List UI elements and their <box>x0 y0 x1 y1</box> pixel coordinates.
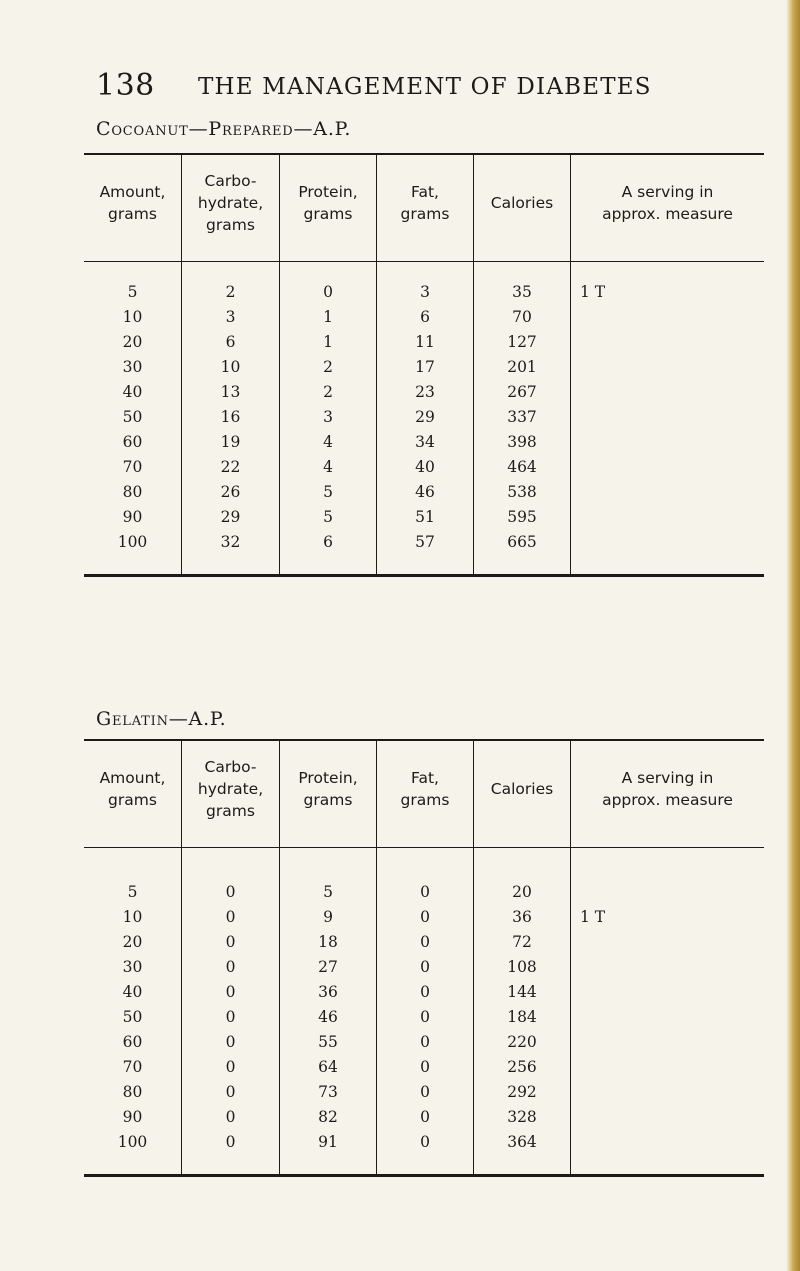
fat-cell: 40 <box>415 458 435 476</box>
column-header-calories: Calories <box>490 780 554 798</box>
table-row <box>84 355 764 380</box>
fat-cell: 23 <box>415 383 435 401</box>
carbohydrate-cell: 22 <box>220 458 241 476</box>
table-row <box>84 880 764 905</box>
amount-cell: 90 <box>122 1108 143 1126</box>
carbohydrate-cell: 10 <box>220 358 241 376</box>
calories-cell: 328 <box>507 1108 537 1126</box>
table-row <box>84 1080 764 1105</box>
amount-cell: 10 <box>122 308 143 326</box>
amount-cell: 100 <box>117 533 148 551</box>
table-row <box>84 1055 764 1080</box>
column-header-carbohydrate: Carbo- hydrate, grams <box>197 758 264 820</box>
fat-cell: 0 <box>420 1083 430 1101</box>
table-row <box>84 330 764 355</box>
amount-cell: 50 <box>122 408 143 426</box>
calories-cell: 36 <box>512 908 532 926</box>
carbohydrate-cell: 26 <box>220 483 241 501</box>
fat-cell: 11 <box>415 333 435 351</box>
column-header-calories: Calories <box>490 194 554 212</box>
table-row <box>84 530 764 555</box>
amount-cell: 60 <box>122 1033 143 1051</box>
carbohydrate-cell: 0 <box>225 1058 236 1076</box>
calories-cell: 292 <box>507 1083 537 1101</box>
column-header-serving: A serving in approx. measure <box>602 769 733 809</box>
table-row <box>84 1130 764 1155</box>
calories-cell: 464 <box>507 458 537 476</box>
fat-cell: 0 <box>420 933 430 951</box>
carbohydrate-cell: 0 <box>225 933 236 951</box>
protein-cell: 5 <box>323 508 333 526</box>
protein-cell: 73 <box>318 1083 338 1101</box>
fat-cell: 34 <box>415 433 435 451</box>
section-title-cocoanut: Cocoanut—Prepared—A.P. <box>96 118 352 140</box>
table-row <box>84 930 764 955</box>
protein-cell: 0 <box>323 283 333 301</box>
amount-cell: 30 <box>122 358 143 376</box>
calories-cell: 220 <box>507 1033 537 1051</box>
fat-cell: 0 <box>420 1033 430 1051</box>
amount-cell: 5 <box>127 883 138 901</box>
carbohydrate-cell: 29 <box>220 508 241 526</box>
column-header-amount: Amount, grams <box>99 183 166 223</box>
calories-cell: 201 <box>507 358 537 376</box>
calories-cell: 398 <box>507 433 537 451</box>
calories-cell: 127 <box>507 333 537 351</box>
table-row <box>84 955 764 980</box>
amount-cell: 20 <box>122 333 143 351</box>
column-header-protein: Protein, grams <box>298 183 358 223</box>
fat-cell: 0 <box>420 1133 430 1151</box>
serving-measure: 1 T <box>580 283 606 301</box>
calories-cell: 184 <box>507 1008 537 1026</box>
calories-cell: 364 <box>507 1133 537 1151</box>
table-gelatin <box>84 739 764 1177</box>
page-edge <box>786 0 800 1271</box>
fat-cell: 29 <box>415 408 435 426</box>
table-cocoanut <box>84 153 764 577</box>
protein-cell: 36 <box>318 983 338 1001</box>
protein-cell: 1 <box>323 333 333 351</box>
protein-cell: 46 <box>318 1008 338 1026</box>
fat-cell: 3 <box>420 283 430 301</box>
protein-cell: 1 <box>323 308 333 326</box>
protein-cell: 55 <box>318 1033 338 1051</box>
amount-cell: 60 <box>122 433 143 451</box>
carbohydrate-cell: 0 <box>225 1033 236 1051</box>
column-header-amount: Amount, grams <box>99 769 166 809</box>
carbohydrate-cell: 3 <box>225 308 236 326</box>
table-row <box>84 905 764 930</box>
carbohydrate-cell: 0 <box>225 1008 236 1026</box>
column-header-protein: Protein, grams <box>298 769 358 809</box>
table-row <box>84 480 764 505</box>
protein-cell: 4 <box>323 433 333 451</box>
amount-cell: 40 <box>122 983 143 1001</box>
protein-cell: 5 <box>323 483 333 501</box>
amount-cell: 10 <box>122 908 143 926</box>
carbohydrate-cell: 16 <box>220 408 241 426</box>
carbohydrate-cell: 32 <box>220 533 241 551</box>
amount-cell: 20 <box>122 933 143 951</box>
amount-cell: 70 <box>122 458 143 476</box>
table-bottom-rule <box>84 574 764 577</box>
calories-cell: 665 <box>507 533 537 551</box>
fat-cell: 51 <box>415 508 435 526</box>
column-header-fat: Fat, grams <box>400 769 450 809</box>
calories-cell: 337 <box>507 408 537 426</box>
amount-cell: 90 <box>122 508 143 526</box>
table-row <box>84 1030 764 1055</box>
protein-cell: 64 <box>318 1058 338 1076</box>
fat-cell: 0 <box>420 1058 430 1076</box>
fat-cell: 0 <box>420 958 430 976</box>
fat-cell: 0 <box>420 1108 430 1126</box>
page-header <box>96 68 756 108</box>
table-row <box>84 280 764 305</box>
fat-cell: 6 <box>420 308 430 326</box>
calories-cell: 256 <box>507 1058 537 1076</box>
header-rule <box>84 847 764 848</box>
carbohydrate-cell: 0 <box>225 908 236 926</box>
protein-cell: 82 <box>318 1108 338 1126</box>
table-row <box>84 380 764 405</box>
calories-cell: 20 <box>512 883 532 901</box>
table-row <box>84 1005 764 1030</box>
running-title: THE MANAGEMENT OF DIABETES <box>198 74 652 100</box>
protein-cell: 91 <box>318 1133 338 1151</box>
table-row <box>84 405 764 430</box>
column-header-serving: A serving in approx. measure <box>602 183 733 223</box>
carbohydrate-cell: 6 <box>225 333 236 351</box>
protein-cell: 2 <box>323 358 333 376</box>
carbohydrate-cell: 0 <box>225 1108 236 1126</box>
calories-cell: 538 <box>507 483 537 501</box>
calories-cell: 72 <box>512 933 532 951</box>
amount-cell: 5 <box>127 283 138 301</box>
fat-cell: 0 <box>420 983 430 1001</box>
carbohydrate-cell: 0 <box>225 958 236 976</box>
protein-cell: 4 <box>323 458 333 476</box>
calories-cell: 267 <box>507 383 537 401</box>
carbohydrate-cell: 0 <box>225 1133 236 1151</box>
protein-cell: 2 <box>323 383 333 401</box>
protein-cell: 9 <box>323 908 333 926</box>
page-number: 138 <box>96 68 155 103</box>
carbohydrate-cell: 19 <box>220 433 241 451</box>
table-row <box>84 305 764 330</box>
carbohydrate-cell: 2 <box>225 283 236 301</box>
carbohydrate-cell: 13 <box>220 383 241 401</box>
table-row <box>84 455 764 480</box>
table-row <box>84 505 764 530</box>
serving-measure: 1 T <box>580 908 606 926</box>
header-rule <box>84 261 764 262</box>
amount-cell: 70 <box>122 1058 143 1076</box>
amount-cell: 50 <box>122 1008 143 1026</box>
protein-cell: 3 <box>323 408 333 426</box>
carbohydrate-cell: 0 <box>225 883 236 901</box>
table-row <box>84 1105 764 1130</box>
calories-cell: 70 <box>512 308 532 326</box>
carbohydrate-cell: 0 <box>225 1083 236 1101</box>
column-header-carbohydrate: Carbo- hydrate, grams <box>197 172 264 234</box>
calories-cell: 595 <box>507 508 537 526</box>
protein-cell: 5 <box>323 883 333 901</box>
table-top-rule <box>84 739 764 741</box>
table-row <box>84 980 764 1005</box>
table-top-rule <box>84 153 764 155</box>
section-title-gelatin: Gelatin—A.P. <box>96 708 227 730</box>
table-row <box>84 430 764 455</box>
fat-cell: 0 <box>420 883 430 901</box>
table-body <box>84 880 764 1155</box>
calories-cell: 35 <box>512 283 532 301</box>
fat-cell: 46 <box>415 483 435 501</box>
protein-cell: 6 <box>323 533 333 551</box>
calories-cell: 108 <box>507 958 537 976</box>
table-body <box>84 280 764 555</box>
calories-cell: 144 <box>507 983 537 1001</box>
amount-cell: 80 <box>122 483 143 501</box>
protein-cell: 18 <box>318 933 338 951</box>
amount-cell: 40 <box>122 383 143 401</box>
fat-cell: 17 <box>415 358 435 376</box>
amount-cell: 30 <box>122 958 143 976</box>
protein-cell: 27 <box>318 958 338 976</box>
fat-cell: 0 <box>420 1008 430 1026</box>
column-header-fat: Fat, grams <box>400 183 450 223</box>
table-bottom-rule <box>84 1174 764 1177</box>
fat-cell: 0 <box>420 908 430 926</box>
carbohydrate-cell: 0 <box>225 983 236 1001</box>
fat-cell: 57 <box>415 533 435 551</box>
amount-cell: 80 <box>122 1083 143 1101</box>
amount-cell: 100 <box>117 1133 148 1151</box>
